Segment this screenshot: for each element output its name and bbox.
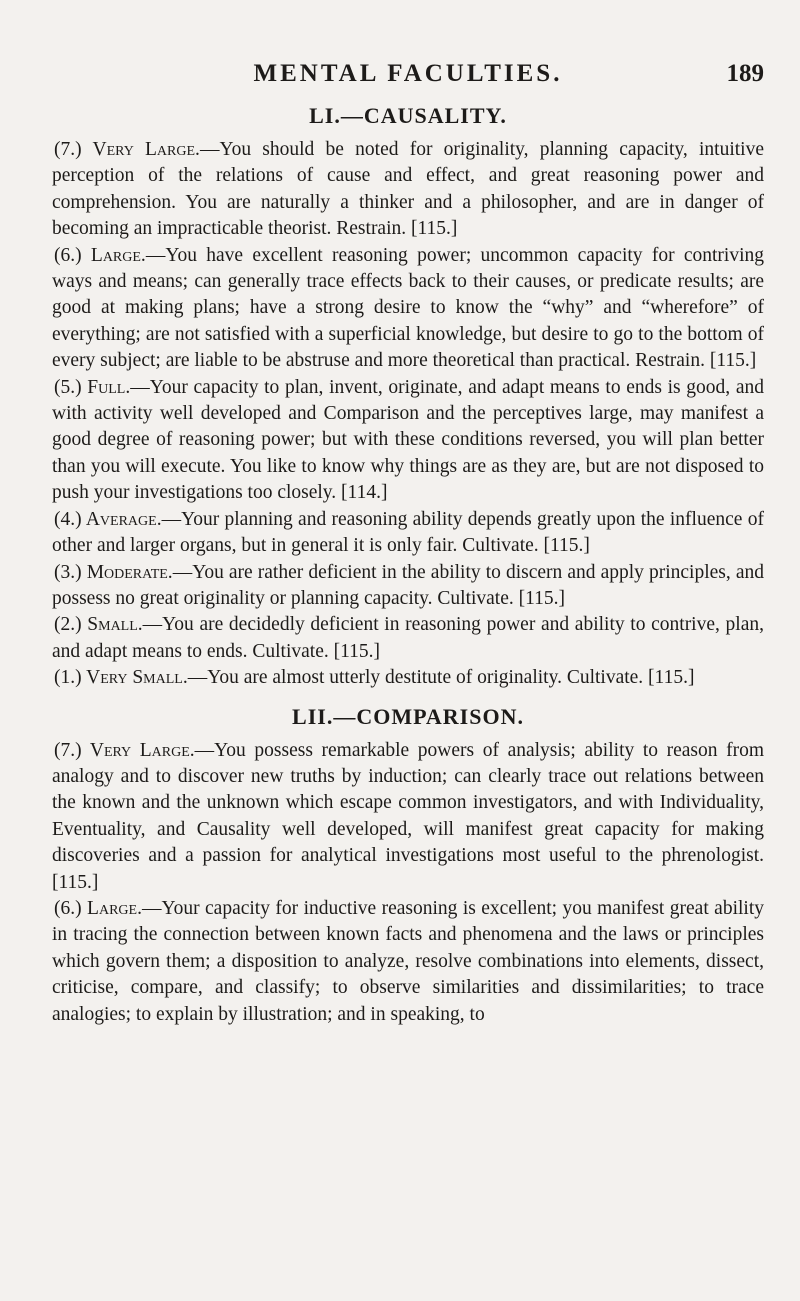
level-label: (5.) Full. [54,376,131,398]
paragraph-comparison-very-large [52,738,764,896]
level-label: (6.) Large. [54,897,142,919]
level-label: (4.) Average. [54,508,162,530]
paragraph-causality-moderate [52,560,764,613]
paragraph-comparison-large [52,896,764,1028]
level-label: (1.) Very Small. [54,667,188,689]
level-label: (2.) Small. [54,614,143,636]
page-header [52,60,764,90]
paragraph-text: —You have excellent reasoning power; uncommon capacity for contriving ways and means; can generally trace effects back to their causes, or predicate results; are good at making plans; have a strong desire to know the “why” and “wherefore” of everything; are not satisfied with a superficial knowledge, but desire to go to the bottom of every subject; are liable to be abstruse and more theoretical than practical. Restrain. [115.] [52,244,765,372]
paragraph-text: —You are rather deficient in the ability to discern and apply principles, and possess no great originality or planning capacity. Cultivate. [115.] [52,561,764,609]
running-title: MENTAL FACULTIES. [253,60,563,87]
paragraph-causality-very-large [52,137,764,243]
paragraph-causality-average [52,507,764,560]
section-heading-comparison: LII.—COMPARISON. [292,703,524,729]
paragraph-text: —You are decidedly deficient in reasoning power and ability to contrive, plan, and adapt means to ends. Cultivate. [115.] [52,614,764,662]
body-text [52,103,764,1028]
paragraph-text: —Your capacity for inductive reasoning is excellent; you manifest great ability in tracing the connection between known facts and phenomena and the laws or principles which govern them; a disposition to analyze, resolve combinations into elements, dissect, criticise, compare, and classify; to observe similarities and dissimilarities; to trace analogies; to explain by illustration; and in speaking, to [52,897,764,1025]
paragraph-causality-large [52,243,764,375]
level-label: (7.) Very Large. [54,739,195,761]
paragraph-text: —Your capacity to plan, invent, originate, and adapt means to ends is good, and with activity well developed and Comparison and the perceptives large, may manifest a good degree of reasoning power; but with these conditions reversed, you will plan better than you will execute. You like to know why things are as they are, but are not disposed to push your investigations too closely. [114.] [52,376,765,504]
paragraph-text: —Your planning and reasoning ability depends greatly upon the influence of other and larger organs, but in general it is only fair. Cultivate. [115.] [52,508,764,557]
level-label: (6.) Large. [54,244,146,266]
level-label: (3.) Moderate. [54,561,173,583]
paragraph-text: —You possess remarkable powers of analysis; ability to reason from analogy and to discover new truths by induction; can clearly trace out relations between the known and the unknown which escape common investigators, and with Individuality, Eventuality, and Causality well developed, will manifest great capacity for making discoveries and a passion for analytical investigations most useful to the phrenologist. [115.] [52,739,764,893]
page-number: 189 [726,60,764,87]
paragraph-text: —You are almost utterly destitute of originality. Cultivate. [115.] [187,667,695,689]
book-page [52,0,764,1301]
section-heading-causality: LI.—CAUSALITY. [309,103,507,128]
level-label: (7.) Very Large. [54,139,200,160]
paragraph-causality-very-small [52,665,764,691]
paragraph-causality-full [52,375,764,507]
paragraph-causality-small [52,612,764,665]
paragraph-text: —You should be noted for originality, planning capacity, intuitive perception of the relations of cause and effect, and great reasoning power and comprehension. You are naturally a thinker and a philosopher, and are in danger of becoming an impracticable theorist. Restrain. [115.] [52,139,765,240]
